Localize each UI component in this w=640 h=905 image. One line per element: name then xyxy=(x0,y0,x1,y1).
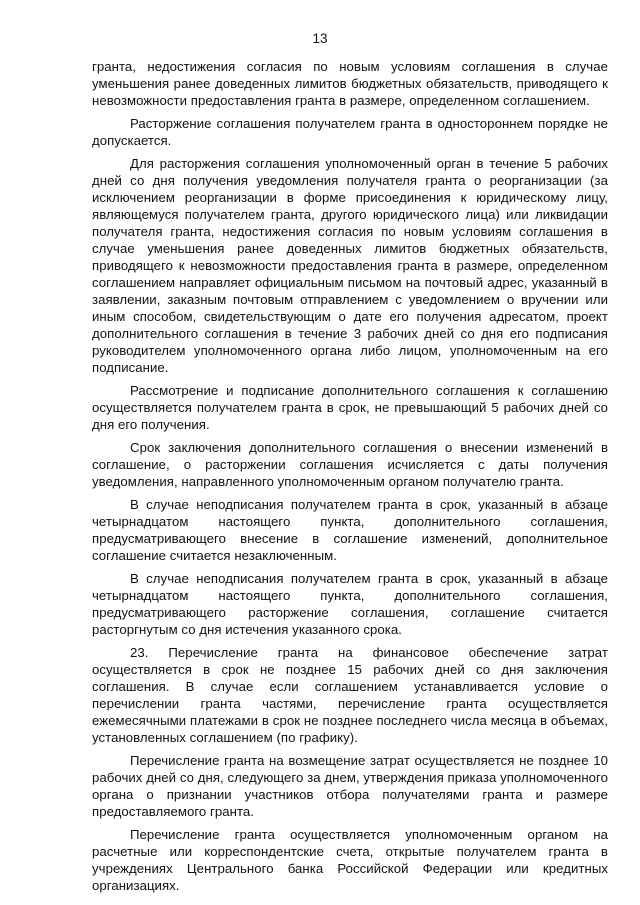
paragraph-10: Перечисление гранта осуществляется уполномоченным органом на расчетные или корреспондентские счета, открытые получателем гранта в учреждениях Центрального банка Российской Федерации или кредитных организациях. xyxy=(92,827,608,893)
page-number: 13 xyxy=(312,31,328,46)
paragraph-2: Расторжение соглашения получателем гранта в одностороннем порядке не допускается. xyxy=(92,116,608,148)
paragraph-1: гранта, недостижения согласия по новым условиям соглашения в случае уменьшения ранее доведенных лимитов бюджетных обязательств, приводящего к невозможности предоставления гранта в размере, определенном соглашением. xyxy=(92,59,608,108)
paragraph-5: Срок заключения дополнительного соглашения о внесении изменений в соглашение, о расторжении соглашения исчисляется с даты получения уведомления, направленного уполномоченным органом получателю гранта. xyxy=(92,440,608,489)
paragraph-8: 23. Перечисление гранта на финансовое обеспечение затрат осуществляется в срок не позднее 15 рабочих дней со дня заключения соглашения. В случае если соглашением устанавливается условие о перечислении гранта частями, перечисление гранта осуществляется ежемесячными платежами в срок не позднее последнего числа месяца в объемах, установленных соглашением (по графику). xyxy=(92,645,608,745)
document-body xyxy=(92,58,608,900)
paragraph-7: В случае неподписания получателем гранта в срок, указанный в абзаце четырнадцатом настоящего пункта, дополнительного соглашения, предусматривающего расторжение соглашения, соглашение считается расторгнутым со дня истечения указанного срока. xyxy=(92,571,608,637)
paragraph-6: В случае неподписания получателем гранта в срок, указанный в абзаце четырнадцатом настоящего пункта, дополнительного соглашения, предусматривающего внесение в соглашение изменений, дополнительное соглашение считается незаключенным. xyxy=(92,497,608,563)
paragraph-4: Рассмотрение и подписание дополнительного соглашения к соглашению осуществляется получателем гранта в срок, не превышающий 5 рабочих дней со дня его получения. xyxy=(92,383,608,432)
paragraph-3: Для расторжения соглашения уполномоченный орган в течение 5 рабочих дней со дня получения уведомления получателя гранта о реорганизации (за исключением реорганизации в форме присоединения к юридическому лицу, являющемуся получателем гранта, другого юридического лица) или ликвидации получателя гранта, недостижения согласия по новым условиям соглашения в случае уменьшения ранее доведенных лимитов бюджетных обязательств, приводящего к невозможности предоставления гранта в размере, определенном соглашением направляет официальным письмом на почтовый адрес, указанный в заявлении, заказным почтовым отправлением с уведомлением о вручении или иным способом, свидетельствующим о дате его получения адресатом, проект дополнительного соглашения в течение 3 рабочих дней со дня его подписания руководителем уполномоченного органа либо лицом, уполномоченным на его подписание. xyxy=(92,156,608,375)
paragraph-9: Перечисление гранта на возмещение затрат осуществляется не позднее 10 рабочих дней со дня, следующего за днем, утверждения приказа уполномоченного органа о признании участников отбора получателями гранта и размере предоставляемого гранта. xyxy=(92,753,608,819)
